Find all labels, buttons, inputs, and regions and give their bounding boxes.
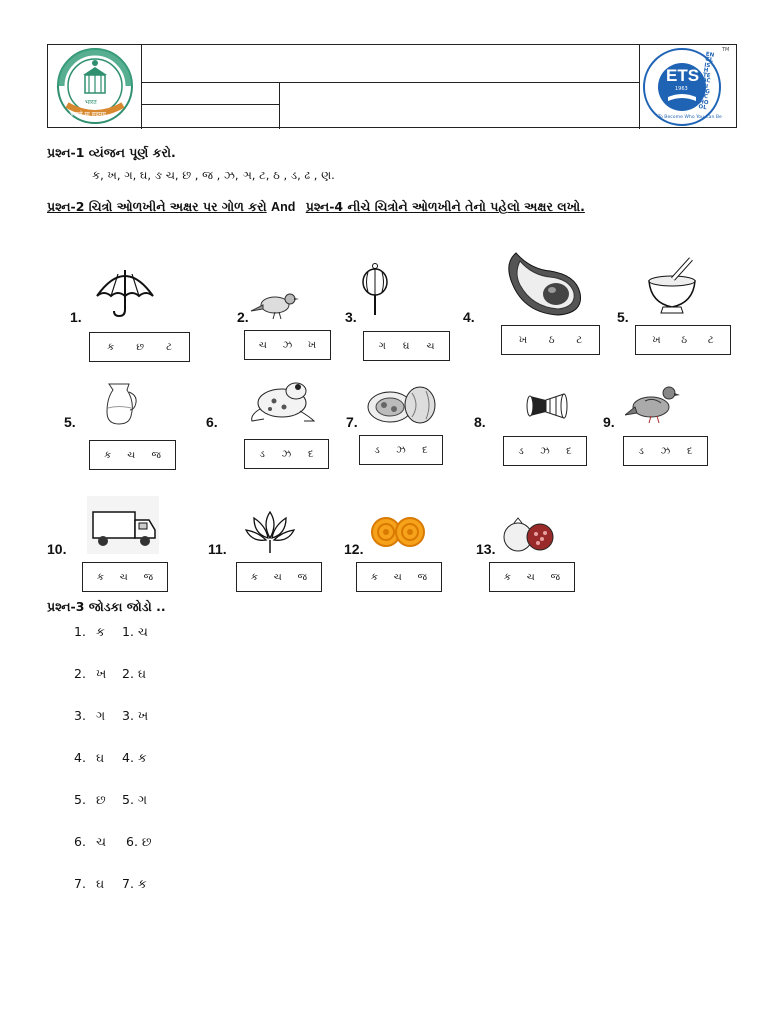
header-table: [47, 44, 737, 128]
option-box[interactable]: [82, 562, 168, 592]
logo-bottom-text: असतो मा सद्गमय: [69, 111, 106, 118]
match-left[interactable]: ઘ: [96, 876, 105, 891]
option-box[interactable]: [503, 436, 587, 466]
item-number: 12.: [344, 541, 364, 557]
option-letter[interactable]: દ: [566, 445, 572, 457]
q4-title-b: પ્રશ્ન-4 નીચે ચિત્રોને ઓળખીને તેનો પહેલો અક્ષર લખો.: [305, 199, 585, 214]
option-letter[interactable]: ક: [370, 571, 378, 583]
ets-abbr: ETS: [666, 66, 700, 85]
sparrow-icon: [249, 285, 305, 327]
item-number: 9.: [603, 414, 615, 430]
jalebi-icon: [370, 514, 428, 554]
ets-tagline: To Become Who You Can Be: [658, 115, 722, 120]
option-letter[interactable]: ક: [104, 449, 112, 461]
pigeon-icon: [625, 381, 681, 429]
item-number: 4.: [463, 309, 475, 325]
option-box[interactable]: [501, 325, 600, 355]
match-number: 1.: [74, 624, 86, 639]
match-number: 5.: [74, 792, 86, 807]
option-box[interactable]: [244, 439, 329, 469]
option-letter[interactable]: જ: [417, 571, 428, 583]
option-letter[interactable]: ચ: [127, 449, 136, 461]
ets-tm: TM: [722, 47, 730, 53]
option-letter[interactable]: ઠ: [548, 334, 555, 346]
option-letter[interactable]: ટ: [166, 341, 172, 353]
match-number: 4.: [74, 750, 86, 765]
item-number: 7.: [346, 414, 358, 430]
match-left[interactable]: છ: [96, 792, 106, 807]
item-number: 3.: [345, 309, 357, 325]
option-letter[interactable]: ખ: [652, 334, 661, 346]
jackfruit-icon: [366, 383, 438, 429]
option-box[interactable]: [89, 332, 190, 362]
option-letter[interactable]: ચ: [273, 571, 282, 583]
match-row[interactable]: [74, 624, 148, 640]
option-letter[interactable]: ડ: [374, 444, 380, 456]
item-number: 1.: [70, 309, 82, 325]
option-letter[interactable]: ચ: [426, 340, 435, 352]
option-letter[interactable]: ચ: [526, 571, 535, 583]
option-letter[interactable]: ડ: [518, 445, 524, 457]
option-letter[interactable]: ડ: [259, 448, 265, 460]
item-number: 5.: [617, 309, 629, 325]
option-letter[interactable]: છ: [136, 341, 144, 353]
q1-title: પ્રશ્ન-1 વ્યંજન પૂર્ણ કરો.: [47, 145, 176, 160]
option-letter[interactable]: જ: [143, 571, 154, 583]
match-right[interactable]: 2. ઘ: [122, 666, 147, 681]
option-letter[interactable]: ચ: [258, 339, 267, 351]
header-divider: [141, 82, 639, 83]
match-row[interactable]: [74, 876, 147, 892]
match-right[interactable]: 5. ગ: [122, 792, 148, 807]
match-number: 6.: [74, 834, 86, 849]
option-letter[interactable]: દ: [687, 445, 693, 457]
option-letter[interactable]: ખ: [307, 339, 317, 351]
option-letter[interactable]: ખ: [518, 334, 528, 346]
option-letter[interactable]: ઘ: [402, 340, 410, 352]
lantern-icon: [359, 262, 391, 322]
option-box[interactable]: [635, 325, 731, 355]
ets-name: ENGLISH TEACHING SCHOOL: [698, 51, 715, 112]
option-box[interactable]: [363, 331, 450, 361]
match-right[interactable]: 4. ક: [122, 750, 147, 765]
option-letter[interactable]: ક: [503, 571, 511, 583]
option-box[interactable]: [359, 435, 443, 465]
option-letter[interactable]: જ: [550, 571, 561, 583]
mortar-pestle-icon: [643, 255, 701, 319]
option-letter[interactable]: ચ: [119, 571, 128, 583]
match-right[interactable]: 7. ક: [122, 876, 147, 891]
item-number: 11.: [208, 541, 227, 557]
match-right[interactable]: 1. ચ: [122, 624, 148, 639]
option-letter[interactable]: ક: [250, 571, 258, 583]
option-letter[interactable]: ઝ: [281, 448, 292, 460]
q2-title: [47, 199, 585, 215]
item-number: 2.: [237, 309, 249, 325]
option-letter[interactable]: ઝ: [540, 445, 550, 457]
pomegranate-icon: [500, 515, 556, 557]
item-number: 5.: [64, 414, 76, 430]
lotus-icon: [244, 508, 296, 558]
jug-icon: [101, 378, 141, 430]
header-divider: [141, 45, 142, 129]
option-box[interactable]: [489, 562, 575, 592]
umbrella-icon: [94, 262, 156, 322]
match-row[interactable]: [74, 834, 152, 850]
match-row[interactable]: [74, 666, 146, 682]
drum-icon: [526, 388, 568, 424]
ets-logo: [640, 47, 732, 127]
q1-consonants: ક, ખ, ગ, ઘ, ઙ ચ, છ , જ , ઝ, ઞ, ટ, ઠ , ડ, ઢ , ણ.: [92, 168, 335, 182]
option-letter[interactable]: દ: [308, 448, 314, 460]
truck-icon: [87, 496, 159, 558]
option-letter[interactable]: ટ: [707, 334, 714, 346]
item-number: 6.: [206, 414, 218, 430]
option-box[interactable]: [356, 562, 442, 592]
header-divider: [141, 104, 279, 105]
option-letter[interactable]: ઝ: [660, 445, 671, 457]
option-letter[interactable]: ટ: [576, 334, 583, 346]
match-left[interactable]: ઘ: [96, 750, 105, 765]
match-right[interactable]: 3. ખ: [122, 708, 149, 723]
option-letter[interactable]: ક: [107, 341, 115, 353]
match-left[interactable]: ક: [96, 624, 105, 639]
q2-and: And: [271, 200, 296, 214]
match-number: 2.: [74, 666, 86, 681]
item-number: 10.: [47, 541, 67, 557]
option-letter[interactable]: ડ: [638, 445, 644, 457]
match-row[interactable]: [74, 792, 147, 808]
option-box[interactable]: [89, 440, 176, 470]
item-number: 8.: [474, 414, 486, 430]
frog-icon: [248, 375, 320, 427]
match-row[interactable]: [74, 708, 148, 724]
match-left[interactable]: ચ: [96, 834, 107, 849]
option-letter[interactable]: જ: [151, 449, 161, 461]
match-number: 7.: [74, 876, 86, 891]
option-letter[interactable]: ઝ: [396, 444, 406, 456]
option-letter[interactable]: ક: [96, 571, 104, 583]
ets-year: 1963: [675, 86, 688, 92]
item-number: 13.: [476, 541, 496, 557]
option-letter[interactable]: ચ: [393, 571, 402, 583]
option-box[interactable]: [244, 330, 331, 360]
match-row[interactable]: [74, 750, 147, 766]
q2-title-a: પ્રશ્ન-2 ચિત્રો ઓળખીને અક્ષર પર ગોળ કરો: [47, 199, 267, 214]
header-divider: [279, 82, 280, 129]
match-left[interactable]: ગ: [96, 708, 106, 723]
option-box[interactable]: [623, 436, 708, 466]
option-letter[interactable]: દ: [422, 444, 428, 456]
option-letter[interactable]: ઠ: [681, 334, 688, 346]
option-letter[interactable]: ગ: [378, 340, 386, 352]
option-letter[interactable]: ઝ: [282, 339, 293, 351]
match-number: 3.: [74, 708, 86, 723]
cbse-logo: [55, 47, 135, 125]
match-right[interactable]: 6. છ: [126, 834, 152, 849]
match-left[interactable]: ખ: [96, 666, 107, 681]
option-letter[interactable]: જ: [297, 571, 308, 583]
logo-mid-text: भारत: [85, 99, 97, 106]
option-box[interactable]: [236, 562, 322, 592]
q3-title: પ્રશ્ન-3 જોડકા જોડો ..: [47, 599, 166, 614]
avocado-icon: [500, 249, 584, 323]
